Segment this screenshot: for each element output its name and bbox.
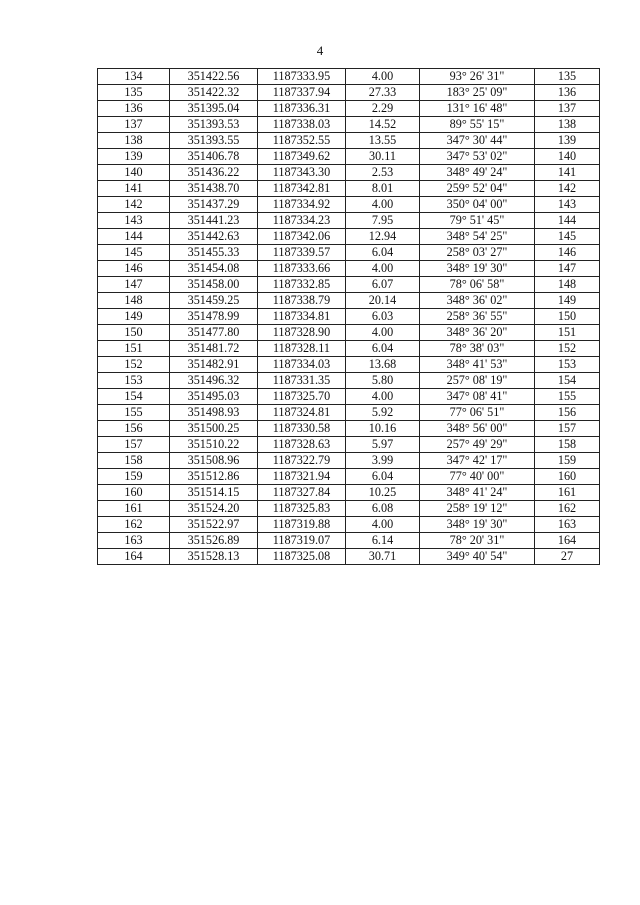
y-coordinate-cell: 1187334.23 — [258, 213, 346, 229]
x-coordinate-cell: 351478.99 — [170, 309, 258, 325]
point-id-cell: 161 — [98, 501, 170, 517]
x-coordinate-cell: 351437.29 — [170, 197, 258, 213]
next-point-cell: 142 — [535, 181, 600, 197]
table-row — [98, 245, 600, 261]
table-row — [98, 405, 600, 421]
point-id-cell: 163 — [98, 533, 170, 549]
y-coordinate-cell: 1187343.30 — [258, 165, 346, 181]
bearing-cell: 93° 26' 31" — [420, 69, 535, 85]
table-row — [98, 549, 600, 565]
point-id-cell: 152 — [98, 357, 170, 373]
x-coordinate-cell: 351393.53 — [170, 117, 258, 133]
next-point-cell: 157 — [535, 421, 600, 437]
point-id-cell: 154 — [98, 389, 170, 405]
bearing-cell: 77° 06' 51" — [420, 405, 535, 421]
next-point-cell: 148 — [535, 277, 600, 293]
distance-cell: 6.04 — [346, 469, 420, 485]
x-coordinate-cell: 351512.86 — [170, 469, 258, 485]
next-point-cell: 143 — [535, 197, 600, 213]
point-id-cell: 150 — [98, 325, 170, 341]
distance-cell: 5.80 — [346, 373, 420, 389]
x-coordinate-cell: 351438.70 — [170, 181, 258, 197]
x-coordinate-cell: 351441.23 — [170, 213, 258, 229]
distance-cell: 5.97 — [346, 437, 420, 453]
y-coordinate-cell: 1187322.79 — [258, 453, 346, 469]
distance-cell: 8.01 — [346, 181, 420, 197]
y-coordinate-cell: 1187319.07 — [258, 533, 346, 549]
distance-cell: 6.14 — [346, 533, 420, 549]
distance-cell: 13.55 — [346, 133, 420, 149]
point-id-cell: 153 — [98, 373, 170, 389]
x-coordinate-cell: 351422.56 — [170, 69, 258, 85]
coordinates-table — [97, 68, 600, 565]
y-coordinate-cell: 1187349.62 — [258, 149, 346, 165]
bearing-cell: 78° 38' 03" — [420, 341, 535, 357]
distance-cell: 20.14 — [346, 293, 420, 309]
y-coordinate-cell: 1187352.55 — [258, 133, 346, 149]
distance-cell: 6.04 — [346, 245, 420, 261]
distance-cell: 14.52 — [346, 117, 420, 133]
y-coordinate-cell: 1187325.83 — [258, 501, 346, 517]
distance-cell: 27.33 — [346, 85, 420, 101]
bearing-cell: 77° 40' 00" — [420, 469, 535, 485]
x-coordinate-cell: 351406.78 — [170, 149, 258, 165]
y-coordinate-cell: 1187333.66 — [258, 261, 346, 277]
point-id-cell: 155 — [98, 405, 170, 421]
table-row — [98, 117, 600, 133]
table-row — [98, 389, 600, 405]
next-point-cell: 153 — [535, 357, 600, 373]
y-coordinate-cell: 1187334.92 — [258, 197, 346, 213]
next-point-cell: 139 — [535, 133, 600, 149]
table-row — [98, 277, 600, 293]
next-point-cell: 137 — [535, 101, 600, 117]
bearing-cell: 78° 06' 58" — [420, 277, 535, 293]
point-id-cell: 145 — [98, 245, 170, 261]
table-row — [98, 485, 600, 501]
bearing-cell: 348° 19' 30" — [420, 517, 535, 533]
distance-cell: 10.25 — [346, 485, 420, 501]
distance-cell: 4.00 — [346, 69, 420, 85]
next-point-cell: 141 — [535, 165, 600, 181]
y-coordinate-cell: 1187336.31 — [258, 101, 346, 117]
distance-cell: 4.00 — [346, 261, 420, 277]
distance-cell: 6.08 — [346, 501, 420, 517]
x-coordinate-cell: 351436.22 — [170, 165, 258, 181]
table-row — [98, 149, 600, 165]
y-coordinate-cell: 1187338.79 — [258, 293, 346, 309]
x-coordinate-cell: 351495.03 — [170, 389, 258, 405]
x-coordinate-cell: 351442.63 — [170, 229, 258, 245]
table-row — [98, 437, 600, 453]
point-id-cell: 142 — [98, 197, 170, 213]
y-coordinate-cell: 1187338.03 — [258, 117, 346, 133]
next-point-cell: 140 — [535, 149, 600, 165]
point-id-cell: 139 — [98, 149, 170, 165]
x-coordinate-cell: 351510.22 — [170, 437, 258, 453]
point-id-cell: 144 — [98, 229, 170, 245]
x-coordinate-cell: 351522.97 — [170, 517, 258, 533]
point-id-cell: 160 — [98, 485, 170, 501]
y-coordinate-cell: 1187325.70 — [258, 389, 346, 405]
next-point-cell: 135 — [535, 69, 600, 85]
y-coordinate-cell: 1187332.85 — [258, 277, 346, 293]
next-point-cell: 146 — [535, 245, 600, 261]
next-point-cell: 149 — [535, 293, 600, 309]
bearing-cell: 78° 20' 31" — [420, 533, 535, 549]
bearing-cell: 131° 16' 48" — [420, 101, 535, 117]
bearing-cell: 258° 36' 55" — [420, 309, 535, 325]
bearing-cell: 259° 52' 04" — [420, 181, 535, 197]
next-point-cell: 162 — [535, 501, 600, 517]
next-point-cell: 136 — [535, 85, 600, 101]
y-coordinate-cell: 1187325.08 — [258, 549, 346, 565]
table-row — [98, 501, 600, 517]
y-coordinate-cell: 1187327.84 — [258, 485, 346, 501]
distance-cell: 4.00 — [346, 517, 420, 533]
x-coordinate-cell: 351422.32 — [170, 85, 258, 101]
distance-cell: 6.07 — [346, 277, 420, 293]
point-id-cell: 137 — [98, 117, 170, 133]
table-row — [98, 517, 600, 533]
y-coordinate-cell: 1187319.88 — [258, 517, 346, 533]
table-row — [98, 341, 600, 357]
point-id-cell: 148 — [98, 293, 170, 309]
point-id-cell: 143 — [98, 213, 170, 229]
point-id-cell: 159 — [98, 469, 170, 485]
x-coordinate-cell: 351500.25 — [170, 421, 258, 437]
point-id-cell: 134 — [98, 69, 170, 85]
next-point-cell: 138 — [535, 117, 600, 133]
table-row — [98, 421, 600, 437]
table-row — [98, 453, 600, 469]
point-id-cell: 135 — [98, 85, 170, 101]
point-id-cell: 164 — [98, 549, 170, 565]
distance-cell: 30.71 — [346, 549, 420, 565]
table-row — [98, 213, 600, 229]
y-coordinate-cell: 1187328.90 — [258, 325, 346, 341]
table-row — [98, 197, 600, 213]
x-coordinate-cell: 351482.91 — [170, 357, 258, 373]
table-row — [98, 229, 600, 245]
bearing-cell: 348° 49' 24" — [420, 165, 535, 181]
bearing-cell: 79° 51' 45" — [420, 213, 535, 229]
coordinates-table-body — [98, 69, 600, 565]
x-coordinate-cell: 351393.55 — [170, 133, 258, 149]
point-id-cell: 158 — [98, 453, 170, 469]
y-coordinate-cell: 1187339.57 — [258, 245, 346, 261]
distance-cell: 6.04 — [346, 341, 420, 357]
x-coordinate-cell: 351477.80 — [170, 325, 258, 341]
next-point-cell: 154 — [535, 373, 600, 389]
distance-cell: 5.92 — [346, 405, 420, 421]
point-id-cell: 151 — [98, 341, 170, 357]
bearing-cell: 350° 04' 00" — [420, 197, 535, 213]
distance-cell: 13.68 — [346, 357, 420, 373]
bearing-cell: 257° 08' 19" — [420, 373, 535, 389]
bearing-cell: 348° 36' 02" — [420, 293, 535, 309]
x-coordinate-cell: 351459.25 — [170, 293, 258, 309]
bearing-cell: 258° 19' 12" — [420, 501, 535, 517]
table-row — [98, 469, 600, 485]
table-row — [98, 85, 600, 101]
bearing-cell: 183° 25' 09" — [420, 85, 535, 101]
distance-cell: 4.00 — [346, 325, 420, 341]
y-coordinate-cell: 1187328.11 — [258, 341, 346, 357]
distance-cell: 4.00 — [346, 389, 420, 405]
point-id-cell: 136 — [98, 101, 170, 117]
x-coordinate-cell: 351528.13 — [170, 549, 258, 565]
point-id-cell: 162 — [98, 517, 170, 533]
bearing-cell: 348° 36' 20" — [420, 325, 535, 341]
x-coordinate-cell: 351458.00 — [170, 277, 258, 293]
next-point-cell: 156 — [535, 405, 600, 421]
table-row — [98, 181, 600, 197]
x-coordinate-cell: 351498.93 — [170, 405, 258, 421]
x-coordinate-cell: 351524.20 — [170, 501, 258, 517]
bearing-cell: 348° 54' 25" — [420, 229, 535, 245]
table-row — [98, 533, 600, 549]
point-id-cell: 149 — [98, 309, 170, 325]
next-point-cell: 158 — [535, 437, 600, 453]
page-number: 4 — [316, 43, 324, 58]
distance-cell: 12.94 — [346, 229, 420, 245]
next-point-cell: 159 — [535, 453, 600, 469]
distance-cell: 30.11 — [346, 149, 420, 165]
y-coordinate-cell: 1187330.58 — [258, 421, 346, 437]
table-row — [98, 165, 600, 181]
y-coordinate-cell: 1187328.63 — [258, 437, 346, 453]
y-coordinate-cell: 1187334.81 — [258, 309, 346, 325]
y-coordinate-cell: 1187337.94 — [258, 85, 346, 101]
distance-cell: 7.95 — [346, 213, 420, 229]
x-coordinate-cell: 351395.04 — [170, 101, 258, 117]
y-coordinate-cell: 1187331.35 — [258, 373, 346, 389]
point-id-cell: 140 — [98, 165, 170, 181]
next-point-cell: 150 — [535, 309, 600, 325]
bearing-cell: 348° 41' 24" — [420, 485, 535, 501]
x-coordinate-cell: 351454.08 — [170, 261, 258, 277]
table-row — [98, 293, 600, 309]
x-coordinate-cell: 351508.96 — [170, 453, 258, 469]
next-point-cell: 144 — [535, 213, 600, 229]
bearing-cell: 89° 55' 15" — [420, 117, 535, 133]
bearing-cell: 347° 42' 17" — [420, 453, 535, 469]
next-point-cell: 155 — [535, 389, 600, 405]
y-coordinate-cell: 1187321.94 — [258, 469, 346, 485]
bearing-cell: 347° 53' 02" — [420, 149, 535, 165]
next-point-cell: 147 — [535, 261, 600, 277]
next-point-cell: 152 — [535, 341, 600, 357]
table-row — [98, 325, 600, 341]
bearing-cell: 348° 19' 30" — [420, 261, 535, 277]
x-coordinate-cell: 351496.32 — [170, 373, 258, 389]
next-point-cell: 145 — [535, 229, 600, 245]
y-coordinate-cell: 1187333.95 — [258, 69, 346, 85]
table-row — [98, 69, 600, 85]
table-row — [98, 309, 600, 325]
next-point-cell: 160 — [535, 469, 600, 485]
point-id-cell: 138 — [98, 133, 170, 149]
point-id-cell: 156 — [98, 421, 170, 437]
bearing-cell: 347° 08' 41" — [420, 389, 535, 405]
next-point-cell: 151 — [535, 325, 600, 341]
point-id-cell: 146 — [98, 261, 170, 277]
next-point-cell: 163 — [535, 517, 600, 533]
y-coordinate-cell: 1187334.03 — [258, 357, 346, 373]
y-coordinate-cell: 1187342.81 — [258, 181, 346, 197]
distance-cell: 2.53 — [346, 165, 420, 181]
table-row — [98, 133, 600, 149]
x-coordinate-cell: 351526.89 — [170, 533, 258, 549]
x-coordinate-cell: 351514.15 — [170, 485, 258, 501]
distance-cell: 4.00 — [346, 197, 420, 213]
next-point-cell: 161 — [535, 485, 600, 501]
distance-cell: 6.03 — [346, 309, 420, 325]
next-point-cell: 164 — [535, 533, 600, 549]
point-id-cell: 141 — [98, 181, 170, 197]
y-coordinate-cell: 1187342.06 — [258, 229, 346, 245]
x-coordinate-cell: 351455.33 — [170, 245, 258, 261]
point-id-cell: 147 — [98, 277, 170, 293]
distance-cell: 10.16 — [346, 421, 420, 437]
point-id-cell: 157 — [98, 437, 170, 453]
table-row — [98, 373, 600, 389]
x-coordinate-cell: 351481.72 — [170, 341, 258, 357]
table-row — [98, 357, 600, 373]
y-coordinate-cell: 1187324.81 — [258, 405, 346, 421]
next-point-cell: 27 — [535, 549, 600, 565]
bearing-cell: 348° 56' 00" — [420, 421, 535, 437]
distance-cell: 3.99 — [346, 453, 420, 469]
bearing-cell: 348° 41' 53" — [420, 357, 535, 373]
table-row — [98, 101, 600, 117]
bearing-cell: 258° 03' 27" — [420, 245, 535, 261]
bearing-cell: 347° 30' 44" — [420, 133, 535, 149]
bearing-cell: 349° 40' 54" — [420, 549, 535, 565]
table-row — [98, 261, 600, 277]
distance-cell: 2.29 — [346, 101, 420, 117]
bearing-cell: 257° 49' 29" — [420, 437, 535, 453]
